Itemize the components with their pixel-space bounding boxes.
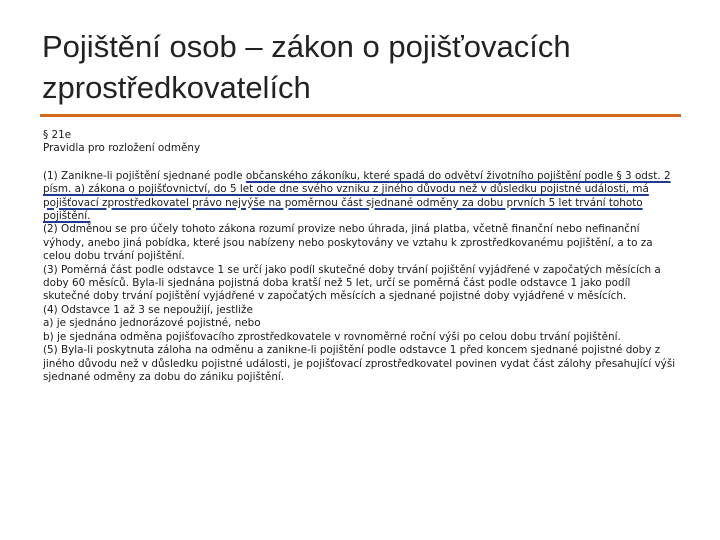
section-number: § 21e	[43, 129, 72, 141]
paragraph-1	[43, 170, 679, 224]
section-heading-block	[43, 129, 679, 156]
paragraph-4-item-b: b) je sjednána odměna pojišťovacího zprostředkovatele v rovnoměrné roční výši po celou dobu trvání pojištění.	[43, 330, 621, 343]
paragraph-4-item-a: a) je sjednáno jednorázové pojistné, nebo	[43, 317, 261, 330]
paragraph-4: (4) Odstavce 1 až 3 se nepoužijí, jestliže	[43, 303, 253, 316]
title-divider	[40, 114, 681, 117]
legal-text-body	[43, 129, 679, 384]
paragraph-1-prefix: (1) Zanikne-li pojištění sjednané podle	[43, 169, 246, 182]
section-heading: Pravidla pro rozložení odměny	[43, 142, 201, 155]
paragraph-5: (5) Byla-li poskytnuta záloha na odměnu a zanikne-li pojištění podle odstavce 1 před koncem sjednané pojistné doby z jiného důvodu než v důsledku pojistné události, je pojišťovací zprostředkovatel povinen vydat část zálohy přesahující výši sjednané odměny za dobu do zániku pojištění.	[43, 344, 676, 383]
slide-title-line-2: zprostředkovatelích	[42, 70, 311, 105]
paragraph-2: (2) Odměnou se pro účely tohoto zákona rozumí provize nebo úhrada, jiná platba, včetně finanční nebo nefinanční výhody, anebo jiná pobídka, které jsou nabízeny nebo poskytovány ve vztahu k zprostředkovanému pojištění, a to za celou dobu trvání pojištění.	[43, 223, 653, 263]
paragraph-1-underlined-text: občanského zákoníku, které spadá do odvětví životního pojištění podle § 3 odst. 2 písm. a) zákona o pojišťovnictví, do 5 let ode dne svého vzniku z jiného důvodu než v důsledku pojistné události, má pojišťovací zprostředkovatel právo nejvýše na poměrnou část sjednané odměny za dobu prvních 5 let trvání tohoto pojištění.	[43, 169, 671, 223]
paragraph-3: (3) Poměrná část podle odstavce 1 se určí jako podíl skutečné doby trvání pojištění vyjádřené v započatých měsících a doby 60 měsíců. Byla-li sjednána pojistná doba kratší než 5 let, určí se poměrná část podle odstavce 1 jako podíl skutečné doby trvání pojištění vyjádřené v započatých měsících a sjednané pojistné doby vyjádřené v měsících.	[43, 263, 661, 303]
slide-title	[42, 26, 682, 108]
slide-title-line-1: Pojištění osob – zákon o pojišťovacích	[42, 29, 571, 64]
